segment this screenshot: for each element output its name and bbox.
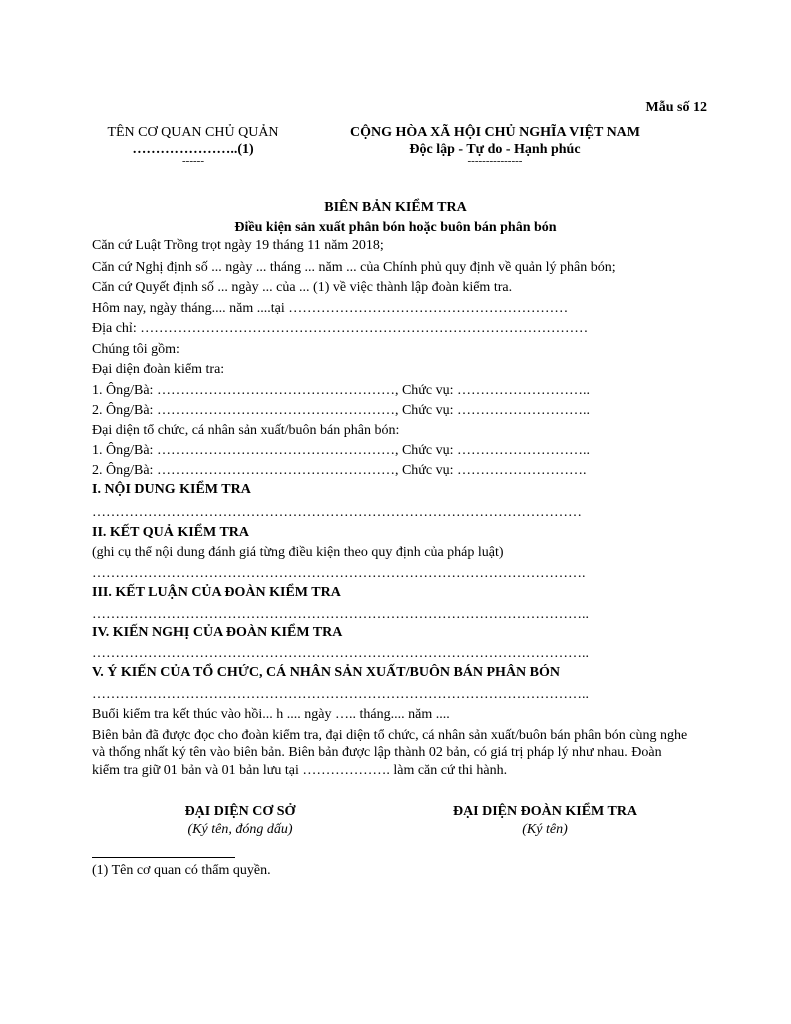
agency-blank: …………………..(1)	[132, 142, 254, 157]
intro-line: Đại diện đoàn kiểm tra:	[92, 362, 225, 377]
signature-right-title: ĐẠI DIỆN ĐOÀN KIỂM TRA	[452, 804, 638, 819]
section-5-heading: V. Ý KIẾN CỦA TỔ CHỨC, CÁ NHÂN SẢN XUẤT/BUÔN BÁN PHÂN BÓN	[92, 665, 561, 680]
footnote: (1) Tên cơ quan có thẩm quyền.	[92, 863, 271, 878]
document-subtitle: Điều kiện sản xuất phân bón hoặc buôn bán phân bón	[234, 220, 557, 235]
closing-line: Biên bản đã được đọc cho đoàn kiểm tra, đại diện tổ chức, cá nhân sản xuất/buôn bán phân bón cùng nghe	[92, 728, 688, 743]
intro-line: Hôm nay, ngày tháng.... năm ....tại ……………………………………………………	[92, 301, 569, 316]
section-2-note: (ghi cụ thể nội dung đánh giá từng điều kiện theo quy định của pháp luật)	[92, 545, 504, 560]
nation-title: CỘNG HÒA XÃ HỘI CHỦ NGHĨA VIỆT NAM	[349, 125, 640, 140]
intro-line: 2. Ông/Bà: ……………………………………………, Chức vụ: ……………………….	[92, 463, 587, 478]
footnote-rule	[92, 857, 235, 858]
nation-motto: Độc lập - Tự do - Hạnh phúc	[409, 142, 581, 157]
intro-line: 1. Ông/Bà: ……………………………………………, Chức vụ: ………………………..	[92, 383, 590, 398]
intro-line: Căn cứ Luật Trồng trọt ngày 19 tháng 11 năm 2018;	[92, 238, 384, 253]
signature-right-note: (Ký tên)	[522, 822, 568, 837]
end-time-line: Buổi kiểm tra kết thúc vào hồi... h .... ngày ….. tháng.... năm ....	[92, 707, 450, 722]
section-1-heading: I. NỘI DUNG KIỂM TRA	[92, 482, 251, 497]
intro-line: 1. Ông/Bà: ……………………………………………, Chức vụ: ………………………..	[92, 443, 590, 458]
section-3-dots: ……………………………………………………………………………………………..	[92, 607, 589, 622]
agency-label: TÊN CƠ QUAN CHỦ QUẢN	[107, 125, 279, 140]
section-4-dots: ……………………………………………………………………………………………..	[92, 646, 589, 661]
signature-left-title: ĐẠI DIỆN CƠ SỞ	[184, 804, 296, 819]
intro-line: Đại diện tổ chức, cá nhân sản xuất/buôn bán phân bón:	[92, 423, 400, 438]
intro-line: Chúng tôi gồm:	[92, 342, 180, 357]
intro-line: 2. Ông/Bà: ……………………………………………, Chức vụ: ………………………..	[92, 403, 590, 418]
document-title: BIÊN BẢN KIỂM TRA	[324, 200, 467, 215]
section-3-heading: III. KẾT LUẬN CỦA ĐOÀN KIỂM TRA	[92, 585, 341, 600]
section-2-dots: …………………………………………………………………………………………….	[92, 566, 586, 581]
motto-dash: ---------------	[467, 155, 523, 167]
agency-dash: ------	[182, 155, 204, 167]
intro-line: Căn cứ Quyết định số ... ngày ... của ... (1) về việc thành lập đoàn kiểm tra.	[92, 280, 513, 295]
closing-line: và thống nhất ký tên vào biên bản. Biên bản được lập thành 02 bản, có giá trị pháp lý như nhau. Đoàn	[92, 745, 662, 760]
section-1-dots: ……………………………………………………………………………………………	[92, 505, 582, 520]
intro-line: Căn cứ Nghị định số ... ngày ... tháng ... năm ... của Chính phủ quy định về quản lý phân bón;	[92, 260, 616, 275]
intro-line: Địa chỉ: ……………………………………………………………………………………	[92, 321, 589, 336]
signature-left-note: (Ký tên, đóng dấu)	[187, 822, 293, 837]
closing-line: kiểm tra giữ 01 bản và 01 bản lưu tại ………………. làm căn cứ thi hành.	[92, 763, 508, 778]
section-2-heading: II. KẾT QUẢ KIỂM TRA	[92, 525, 250, 540]
form-number: Mẫu số 12	[645, 100, 707, 115]
section-5-dots: ……………………………………………………………………………………………..	[92, 687, 589, 702]
section-4-heading: IV. KIẾN NGHỊ CỦA ĐOÀN KIỂM TRA	[92, 625, 343, 640]
